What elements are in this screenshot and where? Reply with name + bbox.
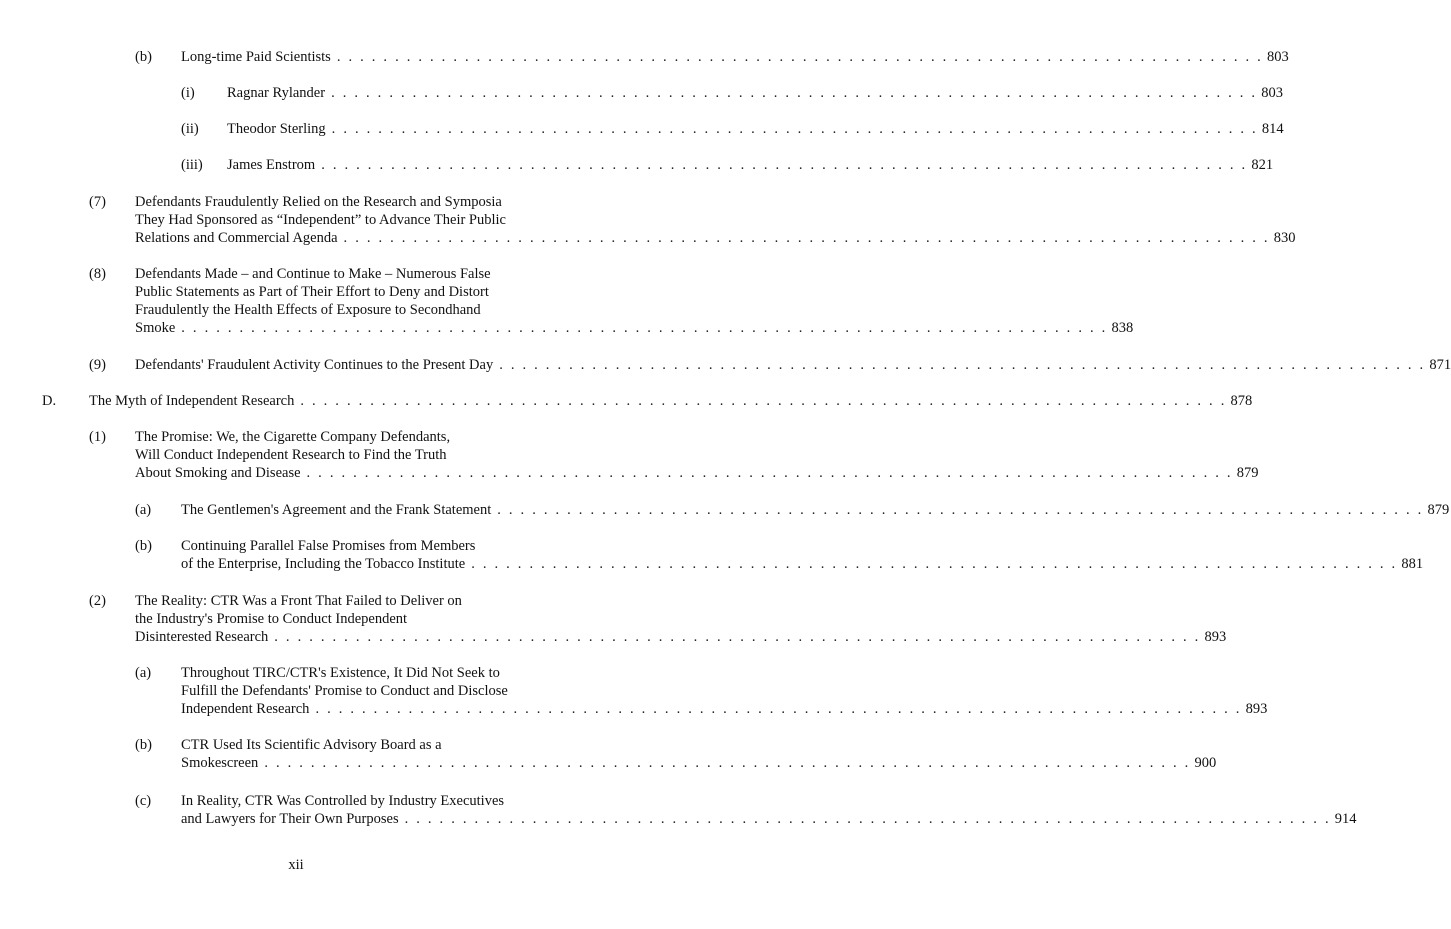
toc-entry-number: (iii) [181, 157, 203, 173]
toc-entry-title-line: Throughout TIRC/CTR's Existence, It Did Not Seek to [181, 665, 500, 681]
dot-leader: . . . . . . . . . . . . . . . . . . . . . . . . . . . . . . . . . . . . . . . . . . . . . . . . . . . . . . . . . . . . . . . . . . . . . . . . . . . . . . . . [274, 629, 1201, 645]
toc-page-number: 914 [1334, 811, 1357, 827]
toc-page-number: 881 [1401, 556, 1424, 572]
toc-entry-title-line: About Smoking and Disease [135, 465, 301, 481]
dot-leader: . . . . . . . . . . . . . . . . . . . . . . . . . . . . . . . . . . . . . . . . . . . . . . . . . . . . . . . . . . . . . . . . . . . . . . . . . . . . . . . . [306, 465, 1233, 481]
toc-entry-number: (7) [89, 194, 106, 210]
toc-entry-title-line: the Industry's Promise to Conduct Independent [135, 611, 408, 627]
toc-page-number: 814 [1261, 121, 1284, 137]
toc-entry-title-line: of the Enterprise, Including the Tobacco Institute [181, 556, 466, 572]
toc-entry-title-line: Fraudulently the Health Effects of Exposure to Secondhand [135, 302, 481, 318]
toc-entry-title-line: Continuing Parallel False Promises from Members [181, 538, 476, 554]
page-footer [0, 857, 592, 874]
toc-entry-number: (2) [89, 593, 106, 609]
dot-leader: . . . . . . . . . . . . . . . . . . . . . . . . . . . . . . . . . . . . . . . . . . . . . . . . . . . . . . . . . . . . . . . . . . . . . . . . . . . . . . . . [181, 320, 1108, 336]
toc-entry-title-line: In Reality, CTR Was Controlled by Industry Executives [181, 793, 505, 809]
toc-entry-title-line: Defendants Fraudulently Relied on the Research and Symposia [135, 194, 502, 210]
toc-entry-title-line: Smokescreen [181, 755, 259, 771]
dot-leader: . . . . . . . . . . . . . . . . . . . . . . . . . . . . . . . . . . . . . . . . . . . . . . . . . . . . . . . . . . . . . . . . . . . . . . . . . . . . . . . . [499, 357, 1426, 373]
toc-entry-number: (c) [135, 793, 152, 809]
toc-entry-title-line: Independent Research [181, 701, 310, 717]
toc-entry-title-line: and Lawyers for Their Own Purposes [181, 811, 399, 827]
toc-entry-number: (b) [135, 538, 152, 554]
toc-page-number: 879 [1427, 502, 1450, 518]
toc-entry-title-line: Defendants' Fraudulent Activity Continues to the Present Day [135, 357, 494, 373]
toc-entry-title-line: Fulfill the Defendants' Promise to Conduct and Disclose [181, 683, 508, 699]
toc-entry-title-line: The Promise: We, the Cigarette Company Defendants, [135, 429, 451, 445]
toc-page-number: 838 [1111, 320, 1134, 336]
dot-leader: . . . . . . . . . . . . . . . . . . . . . . . . . . . . . . . . . . . . . . . . . . . . . . . . . . . . . . . . . . . . . . . . . . . . . . . . . . . . . . . . [331, 85, 1258, 101]
dot-leader: . . . . . . . . . . . . . . . . . . . . . . . . . . . . . . . . . . . . . . . . . . . . . . . . . . . . . . . . . . . . . . . . . . . . . . . . . . . . . . . . [300, 393, 1227, 409]
dot-leader: . . . . . . . . . . . . . . . . . . . . . . . . . . . . . . . . . . . . . . . . . . . . . . . . . . . . . . . . . . . . . . . . . . . . . . . . . . . . . . . . [497, 502, 1424, 518]
toc-page-number: 821 [1251, 157, 1274, 173]
toc-entry-title-line: James Enstrom [227, 157, 316, 173]
toc-entry-title-line: Disinterested Research [135, 629, 269, 645]
toc-page-number: 879 [1236, 465, 1259, 481]
toc-entry-number: (9) [89, 357, 106, 373]
toc-page-number: 878 [1230, 393, 1253, 409]
toc-page-number: 900 [1194, 755, 1217, 771]
page-number: xii [288, 857, 304, 873]
dot-leader: . . . . . . . . . . . . . . . . . . . . . . . . . . . . . . . . . . . . . . . . . . . . . . . . . . . . . . . . . . . . . . . . . . . . . . . . . . . . . . . . [315, 701, 1242, 717]
toc-page-number: 803 [1267, 49, 1289, 65]
dot-leader: . . . . . . . . . . . . . . . . . . . . . . . . . . . . . . . . . . . . . . . . . . . . . . . . . . . . . . . . . . . . . . . . . . . . . . . . . . . . . . . . [264, 755, 1191, 771]
dot-leader: . . . . . . . . . . . . . . . . . . . . . . . . . . . . . . . . . . . . . . . . . . . . . . . . . . . . . . . . . . . . . . . . . . . . . . . . . . . . . . . . [321, 157, 1248, 173]
toc-entry-title-line: The Myth of Independent Research [89, 393, 295, 409]
toc-entry-number: (1) [89, 429, 106, 445]
toc-entry-number: (i) [181, 85, 195, 101]
toc-entry-title-line: Public Statements as Part of Their Effort to Deny and Distort [135, 284, 489, 300]
toc-entry-title-line: The Gentlemen's Agreement and the Frank Statement [181, 502, 492, 518]
toc-entry-number: D. [42, 393, 57, 409]
toc-entry-title-line: Long-time Paid Scientists [181, 49, 331, 65]
toc-entry-number: (8) [89, 266, 106, 282]
dot-leader: . . . . . . . . . . . . . . . . . . . . . . . . . . . . . . . . . . . . . . . . . . . . . . . . . . . . . . . . . . . . . . . . . . . . . . . . . . . . . . . . [336, 49, 1264, 65]
dot-leader: . . . . . . . . . . . . . . . . . . . . . . . . . . . . . . . . . . . . . . . . . . . . . . . . . . . . . . . . . . . . . . . . . . . . . . . . . . . . . . . . [471, 556, 1398, 572]
toc-page-number: 893 [1204, 629, 1227, 645]
toc-entry-number: (b) [135, 49, 152, 65]
toc-entry-title-line: Theodor Sterling [227, 121, 326, 137]
dot-leader: . . . . . . . . . . . . . . . . . . . . . . . . . . . . . . . . . . . . . . . . . . . . . . . . . . . . . . . . . . . . . . . . . . . . . . . . . . . . . . . . [331, 121, 1258, 137]
toc-entry-number: (a) [135, 502, 152, 518]
toc-entry-title-line: The Reality: CTR Was a Front That Failed to Deliver on [135, 593, 462, 609]
toc-entry-title-line: Defendants Made – and Continue to Make – Numerous False [135, 266, 491, 282]
toc-page-number: 871 [1429, 357, 1451, 373]
toc-page-number: 893 [1245, 701, 1268, 717]
toc-entry-number: (b) [135, 737, 152, 753]
toc-entry-number: (ii) [181, 121, 199, 137]
toc-entry-title-line: Smoke [135, 320, 176, 336]
toc-entry-title-line: Ragnar Rylander [227, 85, 326, 101]
toc-entry-number: (a) [135, 665, 152, 681]
toc-page-number: 830 [1273, 230, 1296, 246]
dot-leader: . . . . . . . . . . . . . . . . . . . . . . . . . . . . . . . . . . . . . . . . . . . . . . . . . . . . . . . . . . . . . . . . . . . . . . . . . . . . . . . . [343, 230, 1270, 246]
toc-entry-title-line: Will Conduct Independent Research to Find the Truth [135, 447, 447, 463]
toc-entry-title-line: They Had Sponsored as “Independent” to Advance Their Public [135, 212, 506, 228]
dot-leader: . . . . . . . . . . . . . . . . . . . . . . . . . . . . . . . . . . . . . . . . . . . . . . . . . . . . . . . . . . . . . . . . . . . . . . . . . . . . . . . . [404, 811, 1331, 827]
toc-entry-title-line: Relations and Commercial Agenda [135, 230, 338, 246]
toc-page-number: 803 [1261, 85, 1284, 101]
toc-entry-title-line: CTR Used Its Scientific Advisory Board as a [181, 737, 442, 753]
